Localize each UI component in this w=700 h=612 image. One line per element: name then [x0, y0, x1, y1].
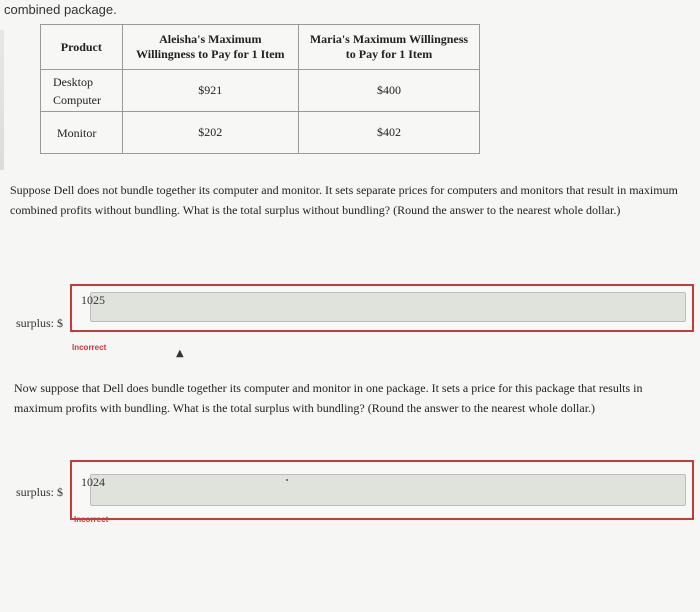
- table-row: [41, 70, 480, 112]
- willingness-table: [40, 24, 480, 154]
- aleisha-value-cell: $202: [122, 112, 298, 154]
- surplus-input-1-value: 1025: [81, 293, 105, 307]
- table-header-row: [41, 25, 480, 70]
- product-name-line2: Computer: [53, 92, 101, 107]
- maria-value-cell: $402: [298, 112, 479, 154]
- header-maria: [298, 25, 479, 70]
- question-2-text: Now suppose that Dell does bundle together its computer and monitor in one package. It sets a price for this package that results in maximum profits with bundling. What is the total surplus with bundling? (Round the answer to the nearest whole dollar.): [14, 381, 643, 415]
- product-name-line1: Monitor: [57, 125, 97, 140]
- table-row: [41, 112, 480, 154]
- surplus-label-2: surplus: $: [16, 485, 64, 499]
- header-product: [41, 25, 123, 70]
- incorrect-badge-1: Incorrect: [72, 343, 107, 352]
- question-1-text: Suppose Dell does not bundle together its computer and monitor. It sets separate prices for computers and monitors that result in maximum combined profits without bundling. What is the total surplus without bundling? (Round the answer to the nearest whole dollar.): [10, 183, 678, 217]
- answer-frame-1: [70, 284, 694, 332]
- left-edge-strip: [0, 30, 4, 170]
- surplus-input-2[interactable]: [81, 474, 686, 506]
- header-aleisha: [122, 25, 298, 70]
- aleisha-value-cell: $921: [122, 70, 298, 112]
- intro-text: combined package.: [4, 2, 117, 17]
- maria-value-cell: $400: [298, 70, 479, 112]
- product-cell: [41, 112, 123, 154]
- input-dot-mark: [286, 479, 288, 481]
- answer-frame-2: [70, 460, 694, 520]
- incorrect-badge-2: Incorrect: [74, 515, 109, 524]
- surplus-label-1: surplus: $: [16, 316, 64, 330]
- mouse-cursor-icon: ▲: [176, 348, 184, 359]
- product-cell: [41, 70, 123, 112]
- header-maria-line2: to Pay for 1 Item: [345, 47, 433, 61]
- header-aleisha-line2: Willingness to Pay for 1 Item: [136, 47, 285, 61]
- surplus-input-2-value: 1024: [81, 475, 105, 489]
- header-maria-line1: Maria's Maximum Willingness: [309, 32, 469, 46]
- product-name-line1: Desktop: [53, 74, 93, 89]
- surplus-input-1[interactable]: [81, 292, 686, 322]
- header-aleisha-line1: Aleisha's Maximum: [159, 32, 262, 46]
- header-product-label: Product: [60, 39, 102, 54]
